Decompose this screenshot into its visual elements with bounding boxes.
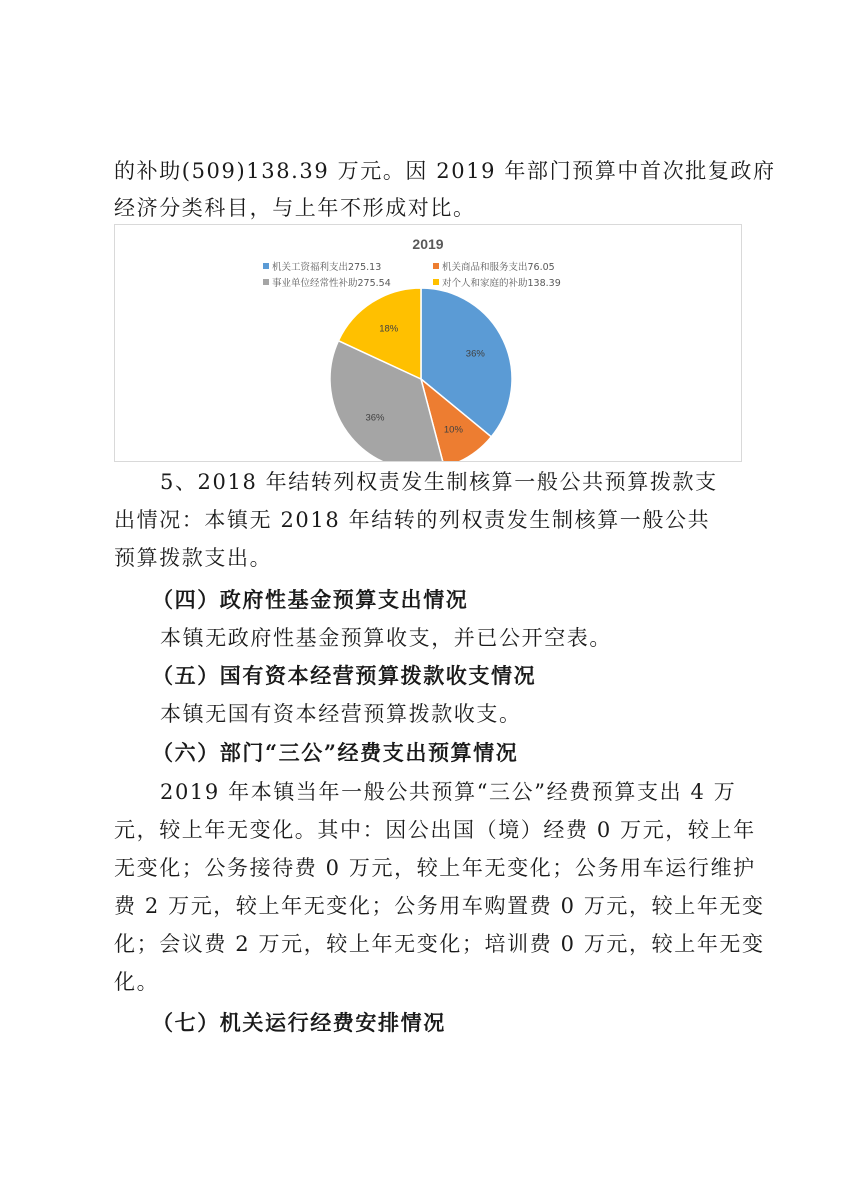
paragraph-line: 化；会议费 2 万元，较上年无变化；培训费 0 万元，较上年无变: [114, 932, 765, 956]
pie-chart-svg: [115, 225, 741, 461]
section-title-7: （七）机关运行经费安排情况: [152, 1010, 446, 1035]
legend-label: 对个人和家庭的补助138.39: [442, 278, 561, 289]
section-title-4: （四）政府性基金预算支出情况: [152, 587, 469, 612]
legend-swatch: [263, 263, 269, 269]
paragraph-line: 本镇无政府性基金预算收支，并已公开空表。: [160, 626, 612, 650]
legend-label: 机关商品和服务支出76.05: [442, 262, 555, 273]
legend-swatch: [433, 279, 439, 285]
section-title-5: （五）国有资本经营预算拨款收支情况: [152, 663, 537, 688]
paragraph-line: 无变化；公务接待费 0 万元，较上年无变化；公务用车运行维护: [114, 856, 756, 880]
paragraph-line: 的补助(509)138.39 万元。因 2019 年部门预算中首次批复政府: [114, 159, 776, 183]
paragraph-line: 出情况：本镇无 2018 年结转的列权责发生制核算一般公共: [114, 508, 711, 532]
paragraph-line: 经济分类科目，与上年不形成对比。: [114, 196, 476, 220]
pie-data-label: 18%: [379, 323, 399, 335]
pie-data-label: 36%: [365, 412, 385, 424]
section-title-6: （六）部门“三公”经费支出预算情况: [152, 740, 519, 765]
legend-swatch: [433, 263, 439, 269]
pie-data-label: 10%: [443, 424, 463, 436]
pie-chart: [114, 224, 742, 462]
paragraph-line: 化。: [114, 970, 160, 994]
paragraph-line: 2019 年本镇当年一般公共预算“三公”经费预算支出 4 万: [160, 780, 737, 804]
legend-swatch: [263, 279, 269, 285]
paragraph-line: 费 2 万元，较上年无变化；公务用车购置费 0 万元，较上年无变: [114, 894, 765, 918]
paragraph-line: 预算拨款支出。: [114, 546, 273, 570]
pie-data-label: 36%: [465, 348, 485, 360]
section-heading-5: 5、2018 年结转列权责发生制核算一般公共预算拨款支: [160, 470, 718, 494]
chart-title: 2019: [412, 236, 444, 252]
legend-label: 机关工资福利支出275.13: [272, 262, 382, 273]
legend-label: 事业单位经常性补助275.54: [272, 278, 391, 289]
paragraph-line: 元，较上年无变化。其中：因公出国（境）经费 0 万元，较上年: [114, 818, 756, 842]
paragraph-line: 本镇无国有资本经营预算拨款收支。: [160, 702, 522, 726]
